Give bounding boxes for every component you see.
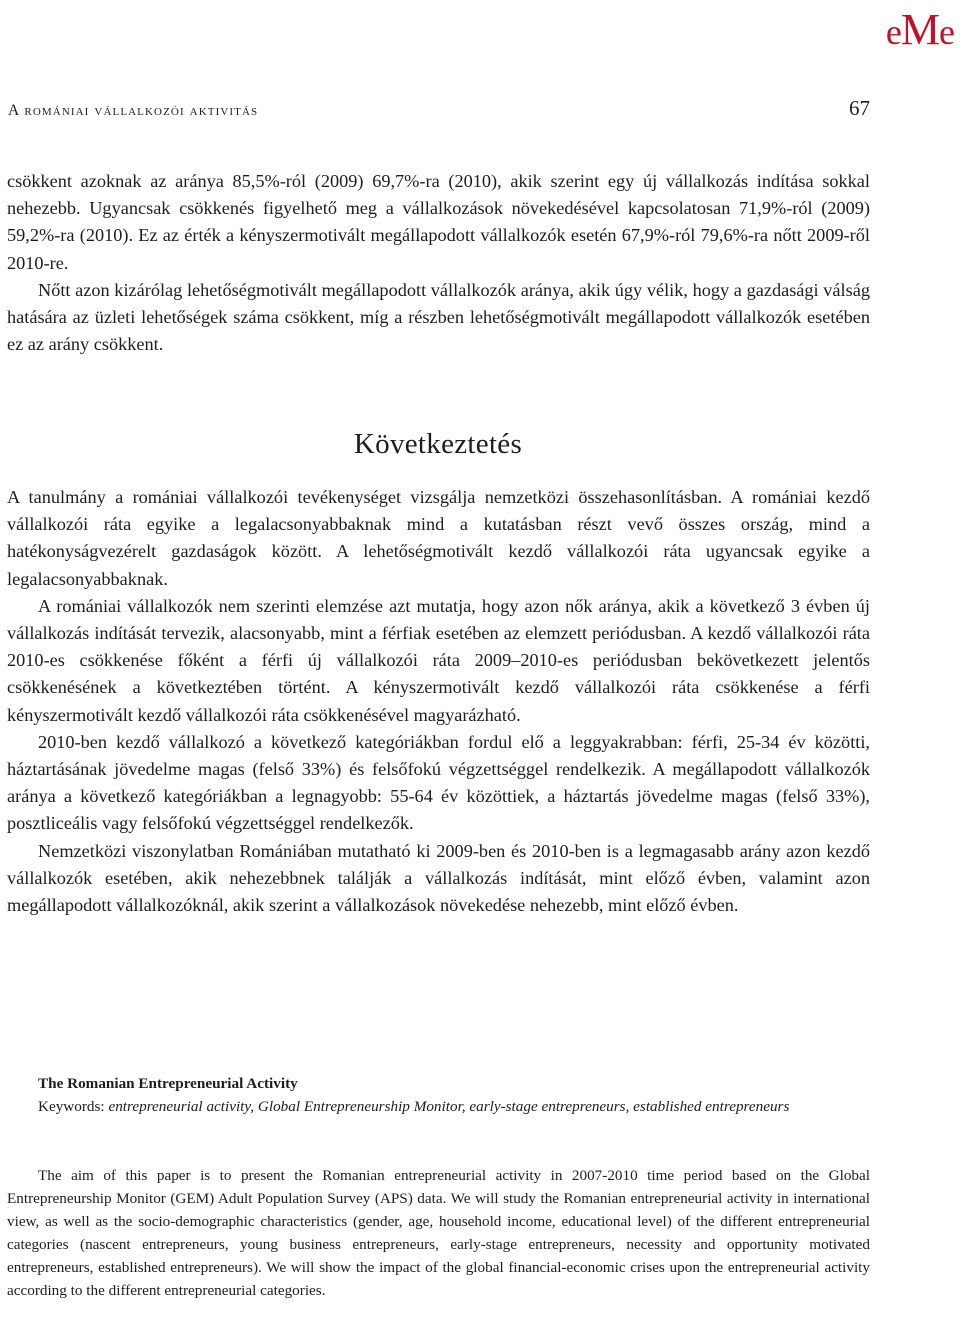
intro-paragraph-1: csökkent azoknak az aránya 85,5%-ról (2009) 69,7%-ra (2010), akik szerint egy új vállalkozás indítása sokkal nehezebb. Ugyancsak csökkenés figyelhető meg a vállalkozások növekedésével kapcsolatosan 71,9%-ról (2009) 59,2%-ra (2010). Ez az érték a kényszermotivált megállapodott vállalkozók esetén 67,9%-ról 79,6%-ra nőtt 2009-ről 2010-re. (7, 171, 870, 273)
logo-suffix: e (939, 12, 954, 52)
conclusion-text (7, 484, 870, 919)
abstract-body: The aim of this paper is to present the Romanian entrepreneurial activity in 2007-2010 time period based on the Global Entrepreneurship Monitor (GEM) Adult Population Survey (APS) data. We will study the Romanian entrepreneurial activity in international view, as well as the socio-demographic characteristics (gender, age, household income, educational level) of the different entrepreneurial categories (nascent entrepreneurs, young business entrepreneurs, early-stage entrepreneurs, necessity and opportunity motivated entrepreneurs, established entrepreneurs). We will show the impact of the global financial-economic crises upon the entrepreneurial activity according to the different entrepreneurial categories. (7, 1167, 870, 1299)
keywords-values: entrepreneurial activity, Global Entrepreneurship Monitor, early-stage entrepreneurs, established entrepreneurs (108, 1098, 790, 1115)
conclusion-paragraph-4: Nemzetközi viszonylatban Romániában mutatható ki 2009-ben és 2010-ben is a legmagasabb arány azon kezdő vállalkozók esetében, akik nehezebbnek találják a vállalkozás indítását, mint előző évben, valamint azon megállapodott vállalkozóknál, akik szerint a vállalkozások növekedése nehezebb, mint előző évben. (7, 840, 870, 916)
running-head (8, 96, 870, 121)
conclusion-paragraph-3: 2010-ben kezdő vállalkozó a következő kategóriákban fordul elő a leggyakrabban: férfi, 25-34 év közötti, háztartásának jövedelme magas (felső 33%) és felsőfokú végzettséggel rendelkezik. A megállapodott vállalkozók aránya a következő kategóriákban a legnagyobb: 55-64 év közöttiek, a háztartás jövedelme magas (felső 33%), posztliceális vagy felsőfokú végzettséggel rendelkezők. (7, 731, 870, 834)
intro-text (7, 168, 870, 358)
section-heading: Következtetés (353, 428, 523, 460)
keywords-line (7, 1095, 870, 1118)
page-number: 67 (849, 96, 870, 120)
logo-middle: M (900, 5, 940, 54)
abstract-header (7, 1072, 870, 1118)
keywords-label: Keywords: (38, 1098, 105, 1115)
conclusion-paragraph-2: A romániai vállalkozók nem szerinti elemzése azt mutatja, hogy azon nők aránya, akik a következő 3 évben új vállalkozás indítását tervezik, alacsonyabb, mint a férfiak esetében az elemzett periódusban. A kezdő vállalkozói ráta 2010-es csökkenése főként a férfi új vállalkozói ráta 2009–2010-es periódusban bekövetkezett jelentős csökkenésének a következtében történt. A kényszermotivált kezdő vállalkozói ráta csökkenése a férfi kényszermotivált kezdő vállalkozói ráta csökkenésével magyarázható. (7, 595, 870, 725)
logo-prefix: e (885, 12, 901, 52)
abstract-title: The Romanian Entrepreneurial Activity (38, 1075, 298, 1092)
running-title: A romániai vállalkozói aktivitás (8, 102, 259, 119)
journal-logo (885, 5, 954, 54)
intro-paragraph-2: Nőtt azon kizárólag lehetőségmotivált megállapodott vállalkozók aránya, akik úgy vélik, hogy a gazdasági válság hatására az üzleti lehetőségek száma csökkent, míg a részben lehetőségmotivált megállapodott vállalkozók esetében ez az arány csökkent. (7, 279, 870, 355)
conclusion-paragraph-1: A tanulmány a romániai vállalkozói tevékenységet vizsgálja nemzetközi összehasonlításban. A romániai kezdő vállalkozói ráta egyike a legalacsonyabbaknak mind a kutatásban részt vevő összes ország, mind a hatékonyságvezérelt gazdaságok között. A lehetőségmotivált kezdő vállalkozói ráta ugyancsak egyike a legalacsonyabbaknak. (7, 487, 870, 589)
